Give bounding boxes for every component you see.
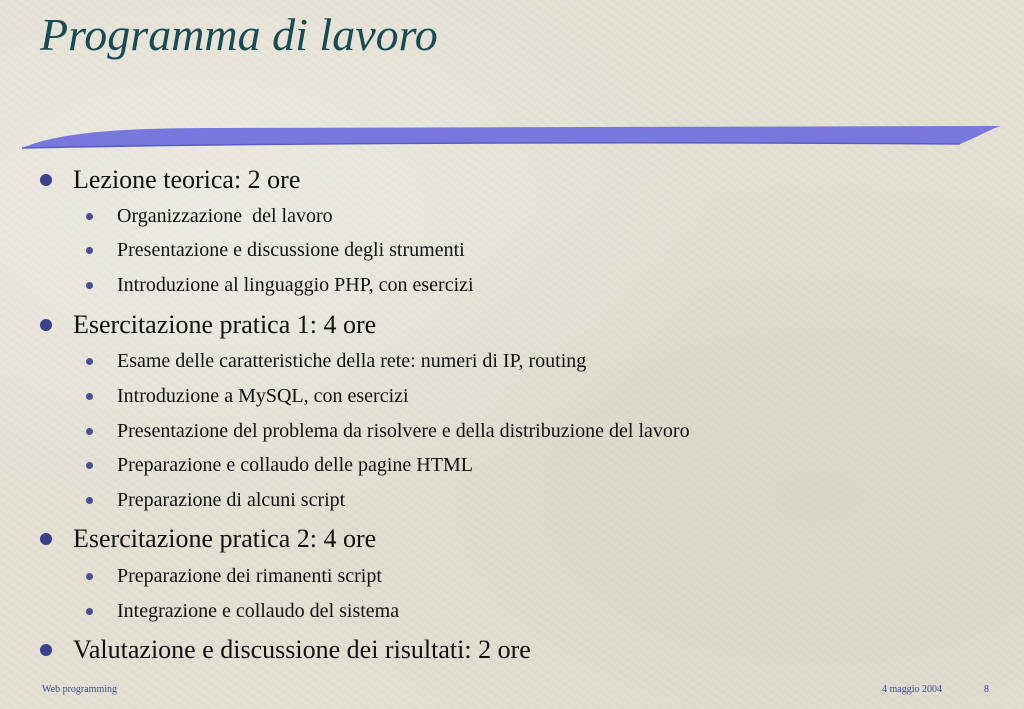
- footer-date: 4 maggio 2004: [882, 684, 942, 695]
- bullet-icon: [86, 213, 93, 220]
- list-item-text: Preparazione dei rimanenti script: [117, 565, 382, 587]
- bullet-icon: [86, 282, 93, 289]
- bullet-icon: [86, 462, 93, 469]
- list-item-text: Integrazione e collaudo del sistema: [117, 600, 400, 622]
- list-item-level1: [40, 165, 300, 195]
- bullet-icon: [40, 533, 52, 545]
- bullet-icon: [86, 428, 93, 435]
- list-item-text: Lezione teorica: 2 ore: [73, 165, 301, 194]
- list-item-level1: [40, 310, 376, 340]
- list-item-text: Introduzione al linguaggio PHP, con esercizi: [117, 274, 474, 296]
- list-item-level2: [86, 385, 409, 408]
- bullet-icon: [40, 174, 52, 186]
- list-item-level2: [86, 274, 474, 297]
- list-item-level2: [86, 600, 399, 623]
- list-item-level2: [86, 454, 473, 477]
- list-item-level2: [86, 489, 345, 512]
- list-item-text: Valutazione e discussione dei risultati: 2 ore: [73, 635, 531, 664]
- list-item-level2: [86, 205, 333, 228]
- bullet-icon: [86, 358, 93, 365]
- bullet-icon: [86, 497, 93, 504]
- list-item-text: Presentazione del problema da risolvere e della distribuzione del lavoro: [117, 420, 690, 442]
- list-item-level2: [86, 239, 465, 262]
- list-item-text: Esercitazione pratica 2: 4 ore: [73, 524, 377, 553]
- list-item-text: Introduzione a MySQL, con esercizi: [117, 385, 409, 407]
- bullet-icon: [86, 393, 93, 400]
- list-item-text: Presentazione e discussione degli strumenti: [117, 239, 465, 261]
- bullet-icon: [40, 319, 52, 331]
- list-item-text: Esame delle caratteristiche della rete: numeri di IP, routing: [117, 350, 587, 372]
- bullet-icon: [86, 573, 93, 580]
- list-item-level1: [40, 635, 531, 665]
- list-item-text: Preparazione e collaudo delle pagine HTML: [117, 454, 473, 476]
- slide-title: Programma di lavoro: [40, 9, 438, 60]
- list-item-text: Esercitazione pratica 1: 4 ore: [73, 310, 377, 339]
- list-item-text: Preparazione di alcuni script: [117, 489, 346, 511]
- list-item-level2: [86, 350, 586, 373]
- list-item-level1: [40, 524, 376, 554]
- bullet-icon: [86, 608, 93, 615]
- bullet-icon: [40, 644, 52, 656]
- bullet-icon: [86, 247, 93, 254]
- footer-page-number: 8: [984, 684, 989, 695]
- list-item-text: Organizzazione del lavoro: [117, 205, 333, 227]
- list-item-level2: [86, 420, 690, 443]
- footer-left-text: Web programming: [42, 684, 118, 695]
- list-item-level2: [86, 565, 382, 588]
